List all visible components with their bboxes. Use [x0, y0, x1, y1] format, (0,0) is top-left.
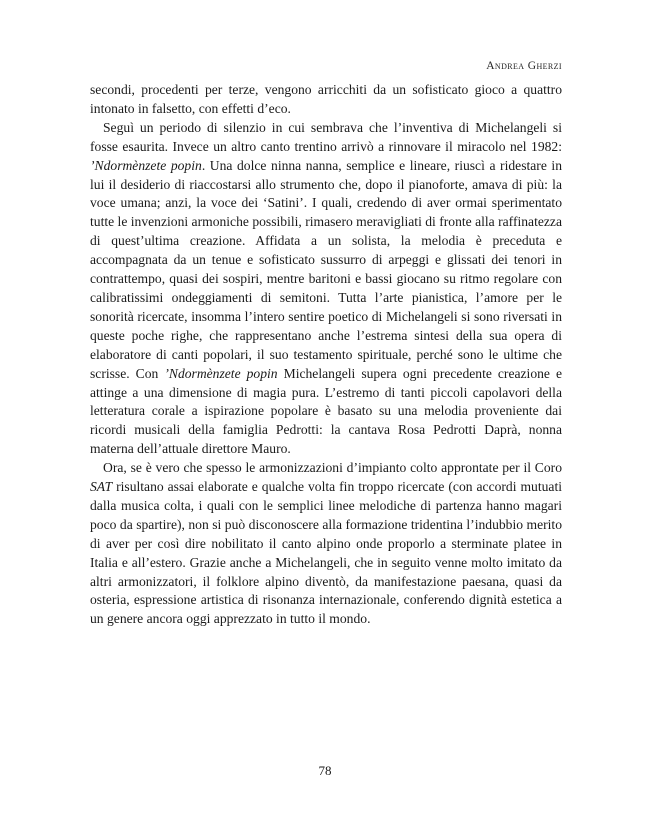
song-title: ’Ndormènzete popin	[90, 157, 202, 173]
paragraph-2-text-b: . Una dolce ninna nanna, semplice e lineare, riuscì a ridestare in lui il desiderio di riaccostarsi allo strumento che, dopo il pianoforte, amava di più: la voce umana; anzi, la voce dei ‘Satini’. I quali, credendo di aver ormai sperimentato tutte le invenzioni armoniche possibili, rimasero meravigliati di fronte alla raffinatezza di quest’ultima creazione. Affidata a un solista, la melodia è preceduta e accompagnata da un tenue e sofisticato sussurro di arpeggi e glissati dei tenori in contrattempo, quasi dei sospiri, mentre baritoni e bassi giocano su ritmo regolare con calibratissimi ondeggiamenti di semitoni. Tutta l’arte pianistica, l’amore per le sonorità ricercate, insomma l’intero sentire poetico di Michelangeli si sono riversati in queste poche righe, che rappresentano anche l’estrema sintesi della sua opera di elaboratore di canti popolari, il suo testamento spirituale, perché sono le ultime che scrisse. Con	[90, 157, 562, 381]
paragraph-3-text-b: risultano assai elaborate e qualche volta fin troppo ricercate (con accordi mutuati dalla musica colta, i quali con le semplici linee melodiche di partenza hanno magari poco da spartire), non si può disconoscere alla formazione tridentina l’indubbio merito di aver per così dire nobilitato il canto alpino onde proporlo a sterminate platee in Italia e all’estero. Grazie anche a Michelangeli, che in seguito venne molto imitato da altri armonizzatori, il folklore alpino diventò, da manifestazione paesana, quasi da osteria, espressione artistica di risonanza internazionale, conferendo dignità estetica a un genere ancora oggi apprezzato in tutto il mondo.	[90, 479, 562, 627]
paragraph-2	[90, 119, 562, 459]
page-number: 78	[318, 763, 332, 778]
paragraph-1-text: secondi, procedenti per terze, vengono arricchiti da un sofisticato gioco a quattro intonato in falsetto, con effetti d’eco.	[90, 82, 562, 116]
paragraph-3	[90, 459, 562, 629]
song-title: ’Ndormènzete popin	[164, 365, 278, 381]
paragraph-1	[90, 81, 562, 119]
paragraph-2-text-a: Seguì un periodo di silenzio in cui sembrava che l’inventiva di Michelangeli si fosse esaurita. Invece un altro canto trentino arrivò a rinnovare il miracolo nel 1982:	[90, 119, 562, 154]
paragraph-2-text-c: Michelangeli supera ogni precedente creazione e attinge a una dimensione di magia pura. L’estremo di tanti piccoli capolavori della letteratura corale a ispirazione popolare è basato su una melodia proveniente dai ricordi musicali della famiglia Pedrotti: la cantava Rosa Pedrotti Daprà, nonna materna dell’attuale direttore Mauro.	[90, 365, 563, 457]
running-head: Andrea Gherzi	[486, 60, 562, 72]
paragraph-3-text-a: Ora, se è vero che spesso le armonizzazioni d’impianto colto approntate per il Coro	[103, 460, 562, 476]
body-text	[90, 81, 562, 629]
choir-name: SAT	[90, 479, 113, 495]
